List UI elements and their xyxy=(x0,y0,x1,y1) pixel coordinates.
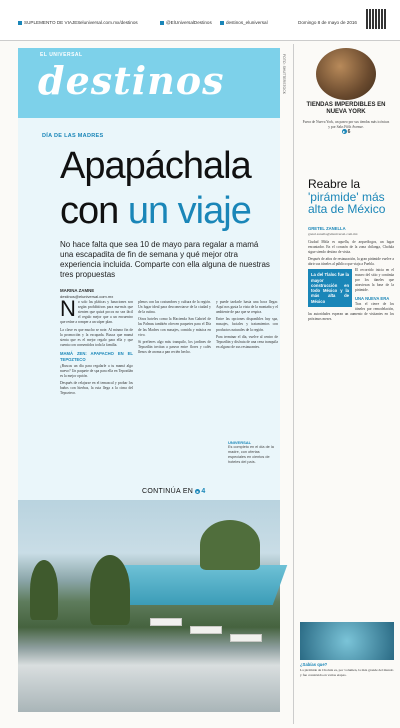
article-column-2: plenos con las costumbres y cultura de la región. Un lugar ideal para desconectarse de la ciudad y de la rutina. Otros hoteles como la Hacienda San Gabriel de las Palmas también ofrecen paquetes para el Día de las Madres con masajes, comida y música en vivo. Si prefieres algo más tranquilo, los jardines de Tepoztlán invitan a pasear entre flores y cafés llenos de aroma a pan recién hecho. xyxy=(138,300,211,354)
article-deck: No hace falta que sea 10 de mayo para regalar a mamá una escapadita de fin de semana y qué mejor otra experiencia incluida. Comparte con ella alguna de nuestras tres propuestas xyxy=(60,240,270,279)
arrow-icon: ▸ xyxy=(196,489,200,494)
sidenote: UNIVERSAL Es completo en el día de la madre, con ofertas especiales en cientos de hoteles del país. xyxy=(228,440,274,464)
tree-shape xyxy=(90,555,130,625)
site-url: eluniversal.com.mx/destinos xyxy=(80,20,138,25)
page-header xyxy=(0,0,400,41)
photo-credit: FOTO: SHUTTERSTOCK xyxy=(282,54,286,95)
masthead xyxy=(18,48,280,118)
promo-title: TIENDAS IMPERDIBLES EN NUEVA YORK xyxy=(306,102,386,115)
qr-code-icon xyxy=(366,9,386,29)
headline-line-1: Apapáchala xyxy=(60,145,251,187)
brand-label: EL UNIVERSAL xyxy=(40,52,83,58)
dropcap: N xyxy=(60,296,76,321)
lounger-shape xyxy=(230,634,262,642)
pull-quote: La del Tlaloc fue la mayor construcción en todo México y la más alta de México xyxy=(308,269,352,307)
side-article-title: Reabre la 'pirámide' más alta de México xyxy=(308,177,386,217)
promo-image xyxy=(316,48,376,100)
lounger-shape xyxy=(150,618,182,626)
side-article-email: gretel.zanella@eluniversal.com.mx xyxy=(308,232,358,236)
masthead-title: destinos xyxy=(38,58,225,103)
did-you-know-text: La pirámide de Cholula es, por volumen, la más grande del mundo y fue construida en varias etapas. xyxy=(300,668,394,677)
subhead-zen: MAMÁ ZEN: APAPACHO EN EL TEPOZTECO xyxy=(60,350,133,362)
side-article-author: GRETEL ZANELLA xyxy=(308,226,346,231)
article-column-1: No solo las pláticas y lunaciones son según prohibitivas para ma-más que sienten que quizá pocos no sea fácil el regalo mejor que a un encuentro que reúne a romper a un súper plan. La clave es que mucho se note. Al mismo fin de la promoción y la escapada. Busca que mamá sienta que es el mejor regalo para ella y que cuenta con consentidos toda la familia. MAMÁ ZEN: APAPACHO EN EL TEPOZTECO ¿Buscas un día para regalarle a tu mamá algo nuevo? Un paquete de spa para ella en Tepoztlán es la mejor opción. Después de relajarse en el temazcal y probar los baños con hierbas, la ruta llega a la cima del Tepozteco. xyxy=(60,296,133,396)
column-divider xyxy=(293,44,294,724)
social-twitter: @ElUniversalDestinos xyxy=(160,20,212,25)
did-you-know-title: ¿Sabías que? xyxy=(300,662,328,667)
side-article-body: Ciudad Mitla es aquella, de arqueólogos, un lugar encantador. En el corazón de la zona chilanga, Cholula sigue siendo destino de visita. Después de años de restauración, la gran pirámide vuelve a abrir sus túneles al público que viaja a Puebla. La del Tlaloc fue la mayor construcción en todo México y la más alta de México El recorrido inicia en el museo del sitio y continúa por los túneles que atraviesan la base de la pirámide. UNA NUEVA ERA Tras el cierre de los túneles por remodelación, las autoridades esperan un aumento de visitantes en los próximos meses. xyxy=(308,240,394,322)
tree-shape xyxy=(200,520,260,570)
promo-link[interactable]: ▸ 6 xyxy=(343,129,351,136)
continue-link[interactable]: CONTINÚA EN ▸ 4 xyxy=(142,488,206,495)
date-label: Domingo 8 de mayo de 2016 xyxy=(298,20,357,25)
tree-shape xyxy=(30,560,58,620)
headline-line-2: con un viaje xyxy=(60,190,251,232)
pool-shape xyxy=(103,565,288,605)
promo-caption: Fuera de Nueva York, un paseo por sus tiendas más icónicas y por Saks Fifth Avenue. ▸ 6 xyxy=(302,120,390,136)
arrow-icon: ▸ xyxy=(343,129,346,135)
article-column-3: y puede tardarle hasta una hora llegar. Aquí nos gusta la vista de la montaña y el ambiente de paz que se respira. Entre las opciones disponibles hay spa, masajes, faciales y tratamientos con productos naturales de la región. Para terminar el día, vuelve al centro de Tepoztlán y disfruta de una cena tranquila en alguno de sus restaurantes. xyxy=(216,300,278,349)
byline: MARINA ZAMNE destinos@eluniversal.com.mx xyxy=(60,288,114,299)
side-photo xyxy=(300,622,394,660)
section-label: SUPLEMENTO DE VIAJES xyxy=(18,20,80,25)
side-subhead: UNA NUEVA ERA xyxy=(355,295,390,301)
lounger-shape xyxy=(190,626,222,634)
social-instagram: destinos_eluniversal xyxy=(220,20,268,25)
article-kicker: DÍA DE LAS MADRES xyxy=(42,133,104,139)
